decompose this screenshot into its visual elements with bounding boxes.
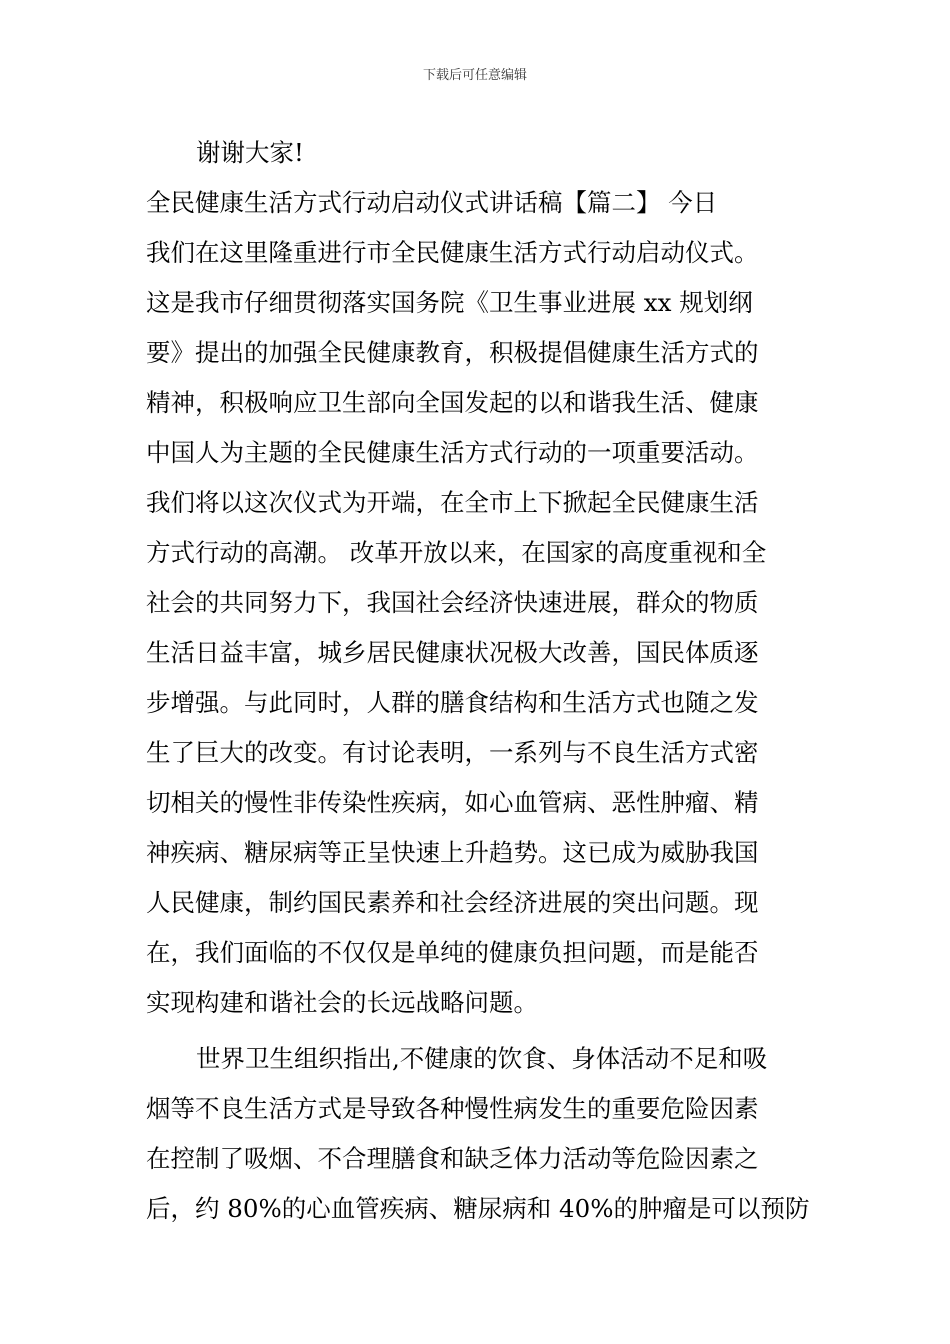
page-header: 下载后可任意编辑 bbox=[422, 68, 527, 83]
text-line: 全民健康生活方式行动启动仪式讲话稿【篇二】 今日 bbox=[146, 188, 718, 217]
text-line: 步增强。与此同时，人群的膳食结构和生活方式也随之发 bbox=[146, 688, 759, 717]
text-line: 实现构建和谐社会的长远战略问题。 bbox=[146, 988, 538, 1017]
text-line: 方式行动的高潮。 改革开放以来，在国家的高度重视和全 bbox=[146, 538, 767, 567]
text-line: 中国人为主题的全民健康生活方式行动的一项重要活动。 bbox=[146, 438, 759, 467]
text-line: 生活日益丰富，城乡居民健康状况极大改善，国民体质逐 bbox=[146, 638, 759, 667]
text-line: 在，我们面临的不仅仅是单纯的健康负担问题，而是能否 bbox=[146, 938, 759, 967]
document-body bbox=[146, 128, 810, 1234]
text-line: 这是我市仔细贯彻落实国务院《卫生事业进展 xx 规划纲 bbox=[146, 288, 753, 317]
text-line: 生了巨大的改变。有讨论表明，一系列与不良生活方式密 bbox=[146, 738, 759, 767]
text-line: 人民健康，制约国民素养和社会经济进展的突出问题。现 bbox=[146, 888, 759, 917]
text-line: 精神，积极响应卫生部向全国发起的以和谐我生活、健康 bbox=[146, 388, 759, 417]
text-line: 谢谢大家! bbox=[196, 138, 304, 167]
text-line: 神疾病、糖尿病等正呈快速上升趋势。这已成为威胁我国 bbox=[146, 838, 759, 867]
text-line: 要》提出的加强全民健康教育，积极提倡健康生活方式的 bbox=[146, 338, 759, 367]
text-line: 烟等不良生活方式是导致各种慢性病发生的重要危险因素 bbox=[146, 1094, 759, 1123]
text-line: 我们将以这次仪式为开端，在全市上下掀起全民健康生活 bbox=[146, 488, 759, 517]
text-line: 后，约 80%的心血管疾病、糖尿病和 40%的肿瘤是可以预防 bbox=[146, 1194, 810, 1223]
text-line: 我们在这里隆重进行市全民健康生活方式行动启动仪式。 bbox=[146, 238, 759, 267]
text-line: 世界卫生组织指出,不健康的饮食、身体活动不足和吸 bbox=[196, 1044, 768, 1073]
text-line: 社会的共同努力下，我国社会经济快速进展，群众的物质 bbox=[146, 588, 759, 617]
text-line: 在控制了吸烟、不合理膳食和缺乏体力活动等危险因素之 bbox=[146, 1144, 759, 1173]
text-line: 切相关的慢性非传染性疾病，如心血管病、恶性肿瘤、精 bbox=[146, 788, 759, 817]
